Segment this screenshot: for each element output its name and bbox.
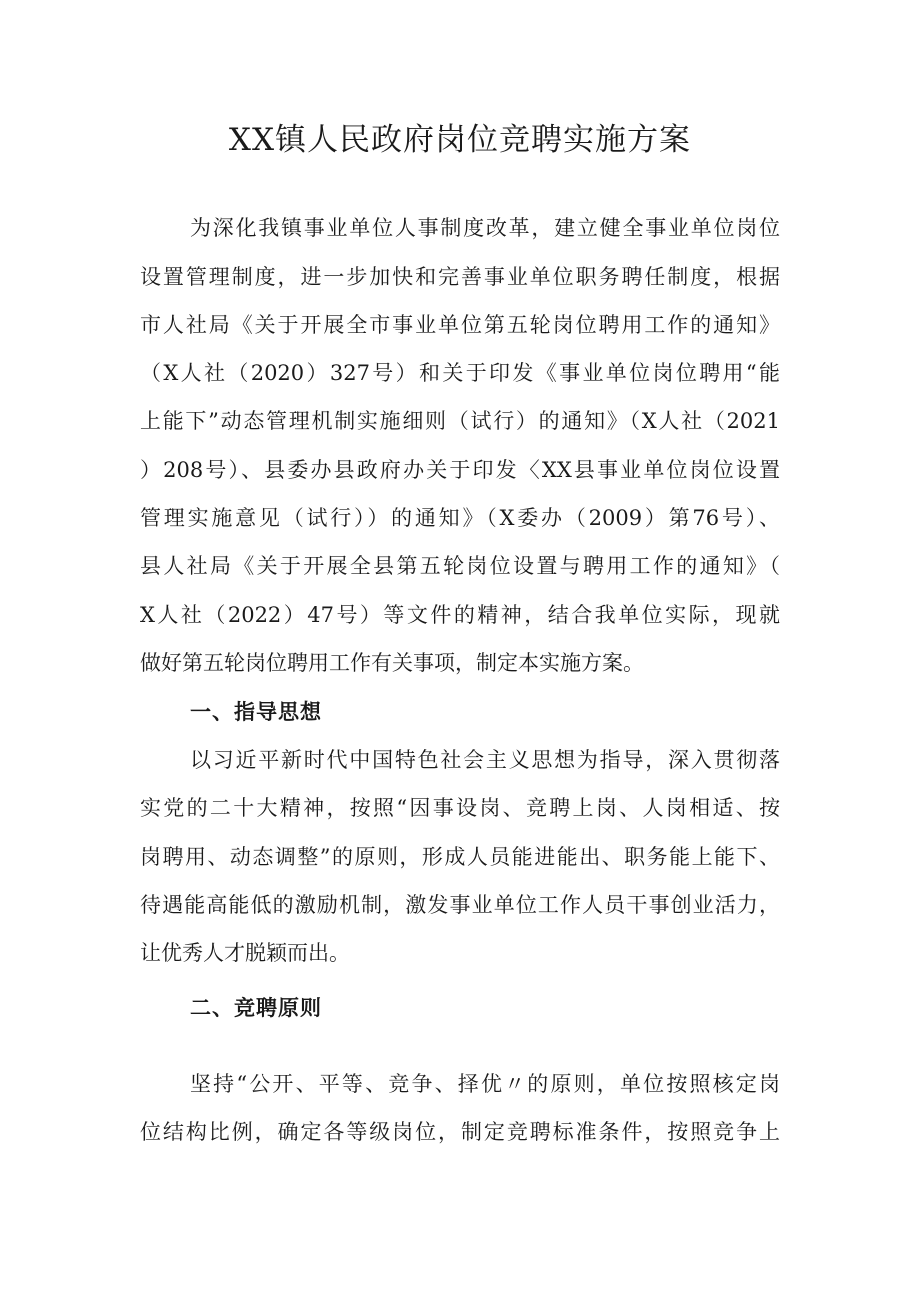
intro-line: 管理实施意见（试行））的通知》（X委办（2009）第76号）、 xyxy=(140,506,780,530)
intro-line: 县人社局《关于开展全县第五轮岗位设置与聘用工作的通知》（ xyxy=(140,554,780,578)
intro-line: ）208号）、县委办县政府办关于印发〈XX县事业单位岗位设置 xyxy=(140,458,780,482)
intro-line: 为深化我镇事业单位人事制度改革，建立健全事业单位岗位 xyxy=(190,216,780,240)
section1-line: 岗聘用、动态调整”的原则，形成人员能进能出、职务能上能下、 xyxy=(140,845,780,869)
section-heading-competition-principles: 二、竞聘原则 xyxy=(190,996,322,1020)
section1-line: 实党的二十大精神，按照“因事设岗、竞聘上岗、人岗相适、按 xyxy=(140,796,780,820)
document-title: XX镇人民政府岗位竞聘实施方案 xyxy=(228,122,692,158)
intro-line: 市人社局《关于开展全市事业单位第五轮岗位聘用工作的通知》 xyxy=(140,313,780,337)
section2-line: 位结构比例，确定各等级岗位，制定竞聘标准条件，按照竞争上 xyxy=(140,1120,780,1144)
section2-line: 坚持“公开、平等、竞争、择优〃的原则，单位按照核定岗 xyxy=(190,1072,780,1096)
section1-line: 让优秀人才脱颖而出。 xyxy=(140,941,350,965)
section1-line: 待遇能高能低的激励机制，激发事业单位工作人员干事创业活力， xyxy=(140,893,780,917)
intro-line: 设置管理制度，进一步加快和完善事业单位职务聘任制度，根据 xyxy=(140,265,780,289)
intro-line: （X人社（2020）327号）和关于印发《事业单位岗位聘用“能 xyxy=(140,361,780,385)
section-heading-guiding-thought: 一、指导思想 xyxy=(190,700,322,724)
intro-line: 做好第五轮岗位聘用工作有关事项，制定本实施方案。 xyxy=(140,651,644,675)
intro-line: 上能下”动态管理机制实施细则（试行）的通知》（X人社（2021 xyxy=(140,409,780,433)
section1-line: 以习近平新时代中国特色社会主义思想为指导，深入贯彻落 xyxy=(190,748,780,772)
intro-line: X人社（2022）47号）等文件的精神，结合我单位实际，现就 xyxy=(140,603,780,627)
